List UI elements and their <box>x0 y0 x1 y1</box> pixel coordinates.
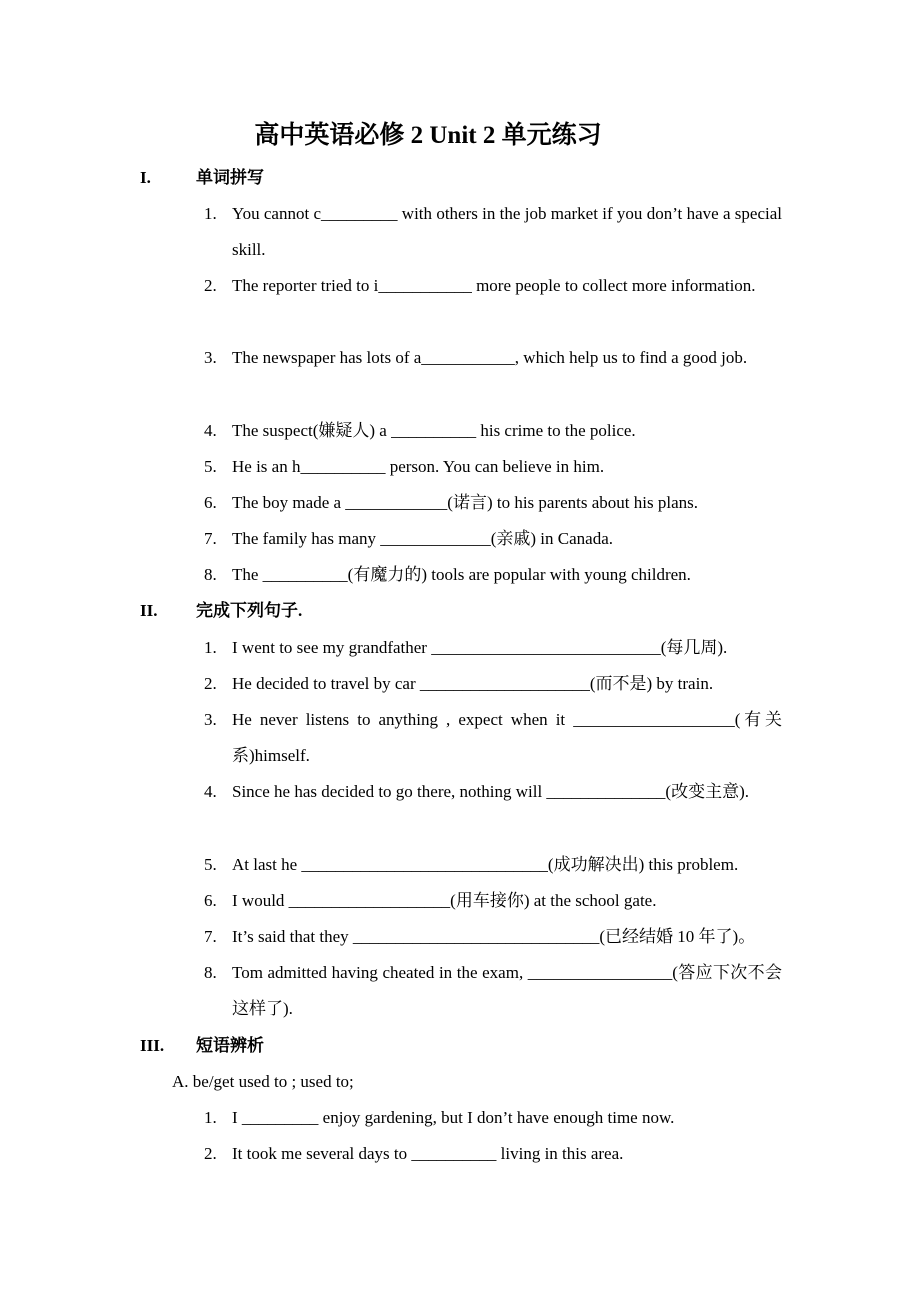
section-title: 完成下列句子. <box>196 601 303 620</box>
question-number: 6. <box>204 891 217 910</box>
question-item <box>204 847 782 883</box>
question-item <box>204 666 782 702</box>
page-title: 高中英语必修 2 Unit 2 单元练习 <box>254 122 602 149</box>
question-text: I would ___________________(用车接你) at the school gate. <box>232 891 657 910</box>
question-text: It took me several days to __________ living in this area. <box>232 1144 624 1163</box>
question-item <box>204 196 782 268</box>
question-text: I went to see my grandfather ___________________________(每几周). <box>232 638 728 657</box>
question-text: It’s said that they _____________________________(已经结婚 10 年了)。 <box>232 927 756 946</box>
section-heading-2 <box>140 593 302 629</box>
question-number: 2. <box>204 674 217 693</box>
question-item <box>204 521 782 557</box>
question-number: 3. <box>204 710 217 729</box>
question-number: 3. <box>204 348 217 367</box>
question-item <box>204 702 782 774</box>
question-text: He decided to travel by car ____________________(而不是) by train. <box>232 674 714 693</box>
question-text: The boy made a ____________(诺言) to his parents about his plans. <box>232 493 699 512</box>
question-number: 1. <box>204 204 217 223</box>
question-item <box>204 449 782 485</box>
question-item <box>204 557 782 593</box>
subsection-heading: A. be/get used to ; used to; <box>172 1072 354 1091</box>
question-item <box>204 955 782 1027</box>
question-text: The family has many _____________(亲戚) in Canada. <box>232 529 614 548</box>
question-text: He never listens to anything , expect when it ___________________(有关系)himself. <box>232 710 782 765</box>
question-text: The suspect(嫌疑人) a __________ his crime to the police. <box>232 421 636 440</box>
question-number: 5. <box>204 855 217 874</box>
question-number: 2. <box>204 1144 217 1163</box>
question-text: Tom admitted having cheated in the exam, _________________(答应下次不会这样了). <box>232 963 782 1018</box>
question-text: The newspaper has lots of a___________, which help us to find a good job. <box>232 348 748 367</box>
section-number: I. <box>140 168 151 187</box>
question-item <box>204 883 782 919</box>
question-number: 4. <box>204 782 217 801</box>
question-text: Since he has decided to go there, nothing will ______________(改变主意). <box>232 782 749 801</box>
question-text: The reporter tried to i___________ more people to collect more information. <box>232 276 756 295</box>
question-number: 7. <box>204 529 217 548</box>
question-number: 5. <box>204 457 217 476</box>
section-number: III. <box>140 1036 165 1055</box>
question-number: 7. <box>204 927 217 946</box>
question-item <box>204 774 782 810</box>
question-item <box>204 919 782 955</box>
question-item <box>204 268 782 304</box>
question-number: 8. <box>204 963 217 982</box>
question-text: You cannot c_________ with others in the job market if you don’t have a special skill. <box>232 204 782 259</box>
section-title: 短语辨析 <box>196 1036 264 1055</box>
question-item <box>204 340 782 376</box>
question-number: 6. <box>204 493 217 512</box>
question-text: The __________(有魔力的) tools are popular with young children. <box>232 565 691 584</box>
section-heading-3 <box>140 1028 264 1064</box>
question-item <box>204 485 782 521</box>
section-title: 单词拼写 <box>196 168 264 187</box>
question-item <box>204 630 782 666</box>
question-item <box>204 1100 782 1136</box>
question-number: 2. <box>204 276 217 295</box>
question-text: I _________ enjoy gardening, but I don’t have enough time now. <box>232 1108 675 1127</box>
question-item <box>204 1136 782 1172</box>
question-number: 1. <box>204 638 217 657</box>
question-text: He is an h__________ person. You can believe in him. <box>232 457 605 476</box>
section-heading-1 <box>140 160 264 196</box>
section-number: II. <box>140 601 158 620</box>
question-text: At last he _____________________________(成功解决出) this problem. <box>232 855 739 874</box>
question-number: 4. <box>204 421 217 440</box>
question-item <box>204 413 782 449</box>
question-number: 1. <box>204 1108 217 1127</box>
question-number: 8. <box>204 565 217 584</box>
